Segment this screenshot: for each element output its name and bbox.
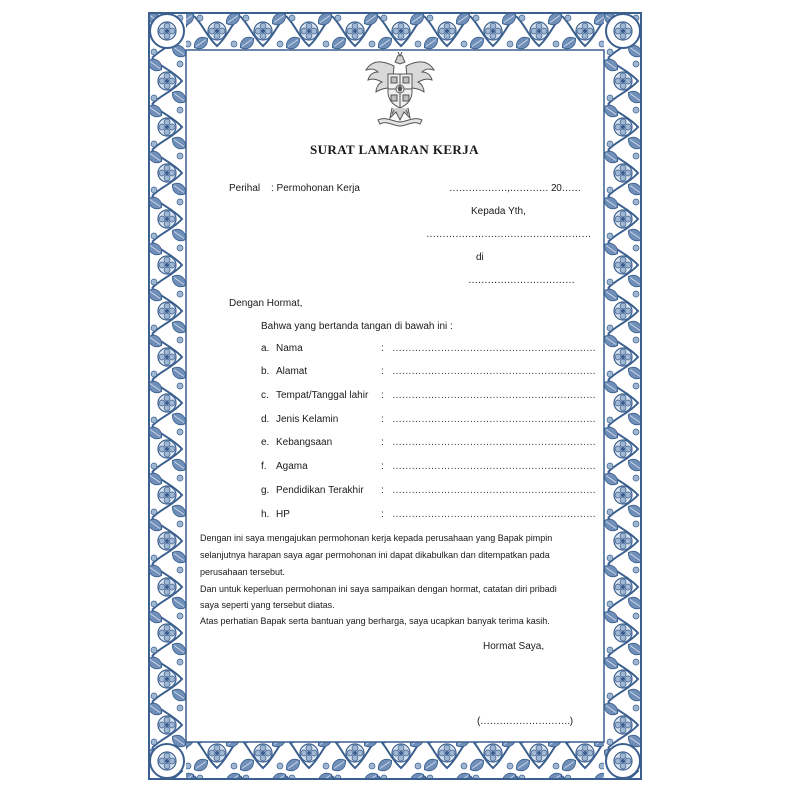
letter-title: SURAT LAMARAN KERJA — [310, 142, 479, 157]
field-label: Pendidikan Terakhir — [276, 485, 364, 496]
field-blank: ……………………………………………………… — [392, 509, 596, 520]
subject-value: : Permohonan Kerja — [271, 183, 360, 194]
field-colon: : — [381, 343, 384, 354]
addressee-blank: …………………………………………… — [426, 229, 591, 240]
intro-line: Bahwa yang bertanda tangan di bawah ini : — [261, 321, 453, 332]
field-colon: : — [381, 437, 384, 448]
field-blank: ……………………………………………………… — [392, 414, 596, 425]
field-key: c. — [261, 390, 269, 401]
field-label: Agama — [276, 461, 308, 472]
field-blank: ……………………………………………………… — [392, 366, 596, 377]
field-colon: : — [381, 509, 384, 520]
date-line: ………………,………… 20…… — [449, 183, 581, 194]
field-row-jenis-kelamin — [261, 414, 596, 426]
field-row-agama — [261, 461, 596, 473]
field-colon: : — [381, 366, 384, 377]
field-colon: : — [381, 390, 384, 401]
field-key: h. — [261, 509, 270, 520]
field-blank: ……………………………………………………… — [392, 390, 596, 401]
body-line: Atas perhatian Bapak serta bantuan yang berharga, saya ucapkan banyak terima kasih. — [200, 616, 550, 626]
field-row-kebangsaan — [261, 437, 596, 449]
garuda-emblem-icon — [364, 52, 436, 128]
field-label: Jenis Kelamin — [276, 414, 339, 425]
field-blank: ……………………………………………………… — [392, 437, 596, 448]
field-label: Alamat — [276, 366, 308, 377]
location-label: di — [476, 252, 484, 263]
closing: Hormat Saya, — [483, 641, 545, 652]
field-key: f. — [261, 461, 267, 472]
field-label: Kebangsaan — [276, 437, 333, 448]
greeting: Dengan Hormat, — [229, 298, 303, 309]
field-row-hp — [261, 509, 596, 521]
field-key: b. — [261, 366, 270, 377]
body-line: perusahaan tersebut. — [200, 567, 286, 577]
field-label: HP — [276, 509, 290, 520]
field-row-pendidikan-terakhir — [261, 485, 596, 497]
field-row-alamat — [261, 366, 596, 378]
field-label: Tempat/Tanggal lahir — [276, 390, 369, 401]
field-key: a. — [261, 343, 270, 354]
field-blank: ……………………………………………………… — [392, 343, 596, 354]
body-line: saya seperti yang tersebut diatas. — [200, 600, 335, 610]
signature-blank: (……………………….) — [477, 716, 573, 727]
field-key: e. — [261, 437, 270, 448]
field-row-nama — [261, 343, 596, 355]
field-label: Nama — [276, 343, 303, 354]
subject-label: Perihal — [229, 183, 261, 194]
field-colon: : — [381, 485, 384, 496]
field-blank: ……………………………………………………… — [392, 485, 596, 496]
body-line: selanjutnya harapan saya agar permohonan ini dapat dikabulkan dan ditempatkan pada — [200, 550, 550, 560]
field-row-tempat-tanggal-lahir — [261, 390, 596, 402]
field-blank: ……………………………………………………… — [392, 461, 596, 472]
body-line: Dengan ini saya mengajukan permohonan kerja kepada perusahaan yang Bapak pimpin — [200, 533, 553, 543]
body-line: Dan untuk keperluan permohonan ini saya sampaikan dengan hormat, catatan diri pribadi — [200, 584, 557, 594]
location-blank: …………………………… — [468, 275, 575, 286]
field-key: g. — [261, 485, 270, 496]
field-colon: : — [381, 461, 384, 472]
addressee-label: Kepada Yth, — [471, 206, 526, 217]
field-colon: : — [381, 414, 384, 425]
field-key: d. — [261, 414, 270, 425]
